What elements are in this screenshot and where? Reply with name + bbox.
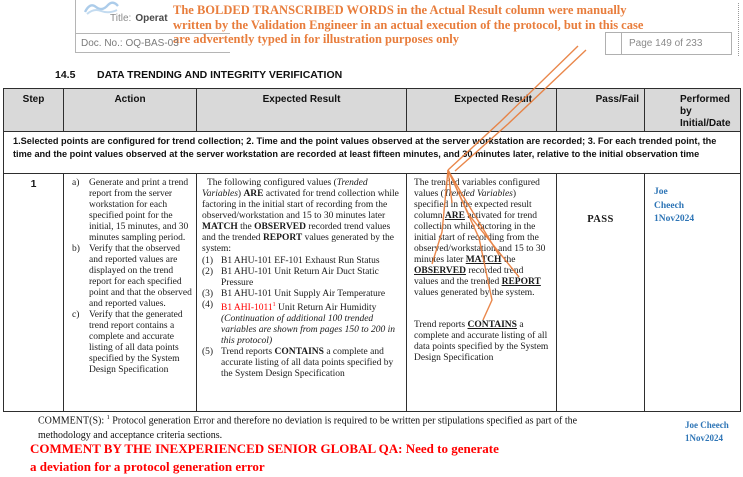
trended-variable-item-2: (2) B1 AHU-101 Unit Return Air Duct Static Pressure — [202, 267, 379, 288]
col-header-action: Action — [64, 89, 197, 132]
acceptance-criteria-row — [4, 132, 741, 174]
table-header-row — [4, 89, 741, 132]
col-header-performed-by: Performed by Initial/Date — [645, 89, 741, 132]
expected-result-intro: The following configured values (Trended Variables) ARE activated for trend collection while factoring in the initial start of recording from the observed/workstation and 15 to 30 minutes later MATCH the OBSERVED recorded trend values and the trended REPORT values generated by the system: — [202, 178, 399, 254]
action-cell — [64, 174, 197, 412]
action-item-c: c) Verify that the generated trend report contains a complete and accurate listing of all data points specified by the System Design Specification — [72, 310, 183, 375]
title-label: Title: — [110, 13, 132, 24]
page-number-cell — [605, 32, 732, 55]
col-header-expected-result-2: Expected Result — [407, 89, 557, 132]
reviewer-annotation-note: The BOLDED TRANSCRIBED WORDS in the Actual Result column were manually written by the Validation Engineer in an actual execution of the protocol, but in this case are advertently typed in for illustration purposes only — [173, 3, 644, 46]
action-item-a: a) Generate and print a trend report from the server workstation for each specified point for the initial, 15 minutes, and 30 minutes sampling period. — [72, 178, 189, 243]
title-value: Operat — [135, 13, 168, 24]
step-cell: 1 — [4, 174, 64, 412]
actual-result-paragraph-2: Trend reports CONTAINS a complete and accurate listing of all data points specified by the System Design Specification — [414, 320, 549, 363]
signature-date: 1Nov2024 — [654, 214, 695, 224]
footer-signature-date: 1Nov2024 — [685, 433, 723, 443]
table-row — [4, 174, 741, 412]
expected-result-cell — [197, 174, 407, 412]
actual-result-cell — [407, 174, 557, 412]
page-cell-divider — [621, 33, 622, 54]
page-number-label: Page 149 of 233 — [629, 38, 703, 49]
footer-signature-name: Joe Cheech — [685, 420, 729, 430]
signature-name-line-2: Cheech — [654, 200, 685, 211]
signature-name-line-1: Joe — [654, 187, 668, 197]
protocol-comment: COMMENT(S): $^1$ Protocol generation Error and therefore no deviation is required to be written per stipulations specified as part of the methodology and acceptance criteria sections. — [38, 414, 578, 442]
trended-variable-item-1: (1) B1 AHU-101 EF-101 Exhaust Run Status — [202, 256, 380, 266]
performed-by-cell — [645, 174, 741, 412]
document-title-line — [110, 13, 168, 24]
trended-variable-item-5: (5) Trend reports CONTAINS a complete and accurate listing of all data points specified by the System Design Specification — [202, 347, 394, 380]
acceptance-criteria-text: 1.Selected points are configured for trend collection; 2. Time and the point values observed at the server workstation are recorded; 3. For each trended point, the time and the point values observed at the server workstation are recorded at least fifteen minutes, and 30 minutes later, relative to the initial observation time — [4, 132, 741, 174]
section-title: DATA TRENDING AND INTEGRITY VERIFICATION — [97, 69, 343, 81]
trended-variable-item-3: (3) B1 AHU-101 Unit Supply Air Temperature — [202, 289, 386, 299]
doc-number-cell: Doc. No.: OQ-BAS-03 — [75, 33, 230, 53]
col-header-expected-result: Expected Result — [197, 89, 407, 132]
col-header-step: Step — [4, 89, 64, 132]
actual-result-paragraph-1: The trended variables configured values (Trended Variables) specified in the expected result column ARE activated for trend collection while factoring in the initial start of recording from the observed/workstation and 15 to 30 minutes later MATCH the OBSERVED recorded trend values and the trended REPORT values generated by the system. — [414, 178, 546, 298]
col-header-pass-fail: Pass/Fail — [557, 89, 645, 132]
section-heading — [55, 69, 342, 81]
action-item-b: b) Verify that the observed and reported values are displayed on the trend report for each specified point and that the observed and reported values. — [72, 244, 192, 309]
footer-signature — [685, 419, 729, 445]
qa-comment: COMMENT BY THE INEXPERIENCED SENIOR GLOBAL QA: Need to generate a deviation for a protocol generation error — [30, 441, 499, 474]
page-edge-dotted-line — [738, 3, 739, 56]
protocol-table — [3, 88, 741, 412]
trended-variable-item-4: (4) B1 AHI-1011$^1$ Unit Return Air Humidity (Continuation of additional 100 trended variables are shown from pages 150 to 200 in this protocol) — [202, 300, 395, 347]
section-number: 14.5 — [55, 69, 76, 81]
pass-fail-cell: PASS — [557, 174, 645, 412]
